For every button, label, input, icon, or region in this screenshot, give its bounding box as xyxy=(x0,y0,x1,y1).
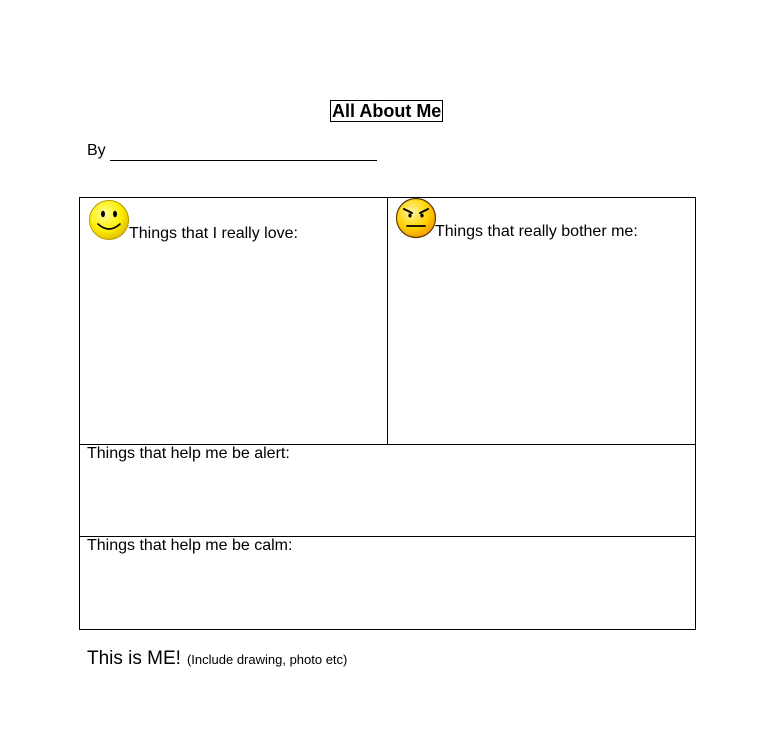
footer-instruction: (Include drawing, photo etc) xyxy=(186,652,348,667)
author-name-blank[interactable] xyxy=(110,144,377,161)
bother-label: Things that really bother me: xyxy=(435,223,638,240)
footer-main: This is ME! xyxy=(87,648,181,669)
worksheet-grid xyxy=(79,197,696,630)
calm-label: Things that help me be calm: xyxy=(87,537,293,554)
page-title: All About Me xyxy=(332,101,442,121)
smiley-face-icon xyxy=(88,199,130,241)
alert-label: Things that help me be alert: xyxy=(87,445,290,462)
by-label: By xyxy=(87,142,106,159)
grumpy-face-icon xyxy=(395,198,437,240)
footer-note xyxy=(87,648,347,670)
grid-divider-vertical xyxy=(387,198,388,444)
author-line xyxy=(87,141,377,161)
love-label: Things that I really love: xyxy=(129,225,298,242)
